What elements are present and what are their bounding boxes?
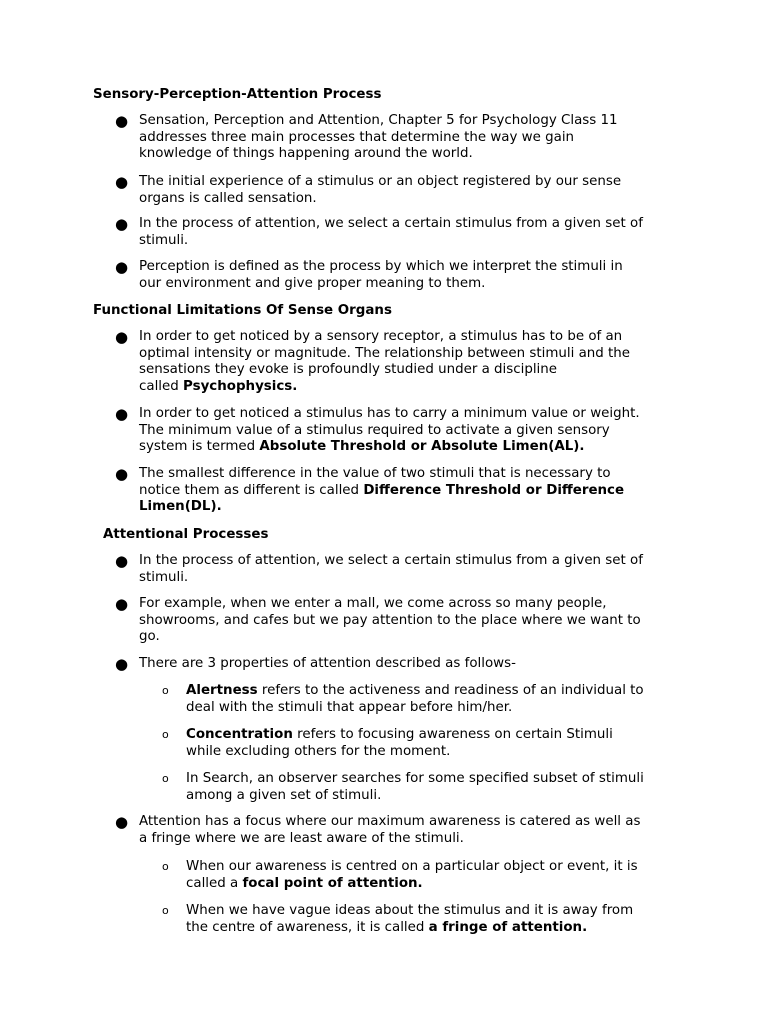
paragraph-absolute-threshold: In order to get noticed a stimulus has to carry a minimum value or weight. The minimum value of a stimulus required to activate a given sensory system is termed Absolute Threshold or Absolute Limen(AL).: [139, 406, 640, 455]
subbullet-icon: o: [162, 728, 169, 741]
term-psychophysics: Psychophysics.: [183, 379, 298, 395]
subparagraph-alertness: Alertness refers to the activeness and readiness of an individual to deal with the stimuli that appear before him/her.: [186, 683, 644, 715]
term-fringe-of-attention: a fringe of attention.: [428, 920, 588, 935]
paragraph-perception-definition: Perception is defined as the process by which we interpret the stimuli in our environment and give proper meaning to them.: [139, 259, 623, 291]
subbullet-icon: o: [162, 860, 169, 873]
bullet-icon: ●: [115, 595, 129, 613]
section-heading-functional-limitations: Functional Limitations Of Sense Organs: [93, 303, 392, 318]
paragraph-attention-selection: In the process of attention, we select a certain stimulus from a given set of stimuli.: [139, 216, 643, 248]
paragraph-attention-properties: There are 3 properties of attention described as follows-: [139, 656, 516, 671]
bullet-icon: ●: [115, 112, 129, 130]
subbullet-icon: o: [162, 684, 169, 697]
bullet-icon: ●: [115, 552, 129, 570]
bullet-icon: ●: [115, 173, 129, 191]
bullet-icon: ●: [115, 258, 129, 276]
paragraph-attention-selection-2: In the process of attention, we select a certain stimulus from a given set of stimuli.: [139, 553, 643, 585]
subparagraph-search: In Search, an observer searches for some specified subset of stimuli among a given set of stimuli.: [186, 771, 644, 803]
paragraph-mall-example: For example, when we enter a mall, we come across so many people, showrooms, and cafes but we pay attention to the place where we want to go.: [139, 596, 641, 645]
paragraph-focus-and-fringe: Attention has a focus where our maximum awareness is catered as well as a fringe where we are least aware of the stimuli.: [139, 814, 641, 846]
term-difference-threshold: Difference Threshold or Difference: [363, 482, 625, 498]
term-focal-point: focal point of attention.: [242, 876, 423, 891]
term-absolute-threshold: Absolute Threshold or Absolute Limen(AL).: [259, 439, 585, 455]
paragraph-difference-threshold: The smallest difference in the value of two stimuli that is necessary to notice them as different is called Difference Threshold or Difference Limen(DL).: [139, 466, 625, 515]
subparagraph-fringe: When we have vague ideas about the stimulus and it is away from the centre of awareness, it is called a fringe of attention.: [186, 903, 634, 935]
subbullet-icon: o: [162, 772, 169, 785]
subbullet-icon: o: [162, 904, 169, 917]
paragraph-psychophysics: In order to get noticed by a sensory receptor, a stimulus has to be of an optimal intensity or magnitude. The relationship between stimuli and the sensations they evoke is profoundly studied under a discipline called Psychophysics.: [139, 329, 630, 395]
section-heading-sensory-perception-attention: Sensory-Perception-Attention Process: [93, 87, 382, 102]
term-alertness: Alertness: [186, 683, 258, 698]
bullet-icon: ●: [115, 215, 129, 233]
bullet-icon: ●: [115, 405, 129, 423]
subparagraph-concentration: Concentration refers to focusing awareness on certain Stimuli while excluding others for the moment.: [186, 727, 613, 759]
bullet-icon: ●: [115, 465, 129, 483]
term-concentration: Concentration: [186, 727, 293, 742]
paragraph-sensation-definition: The initial experience of a stimulus or an object registered by our sense organs is called sensation.: [139, 174, 622, 206]
section-heading-attentional-processes: Attentional Processes: [103, 527, 269, 542]
bullet-icon: ●: [115, 328, 129, 346]
paragraph-chapter-overview: Sensation, Perception and Attention, Chapter 5 for Psychology Class 11 addresses three main processes that determine the way we gain knowledge of things happening around the world.: [139, 113, 618, 162]
bullet-icon: ●: [115, 655, 129, 673]
subparagraph-focal-point: When our awareness is centred on a particular object or event, it is called a focal point of attention.: [186, 859, 638, 891]
bullet-icon: ●: [115, 813, 129, 831]
